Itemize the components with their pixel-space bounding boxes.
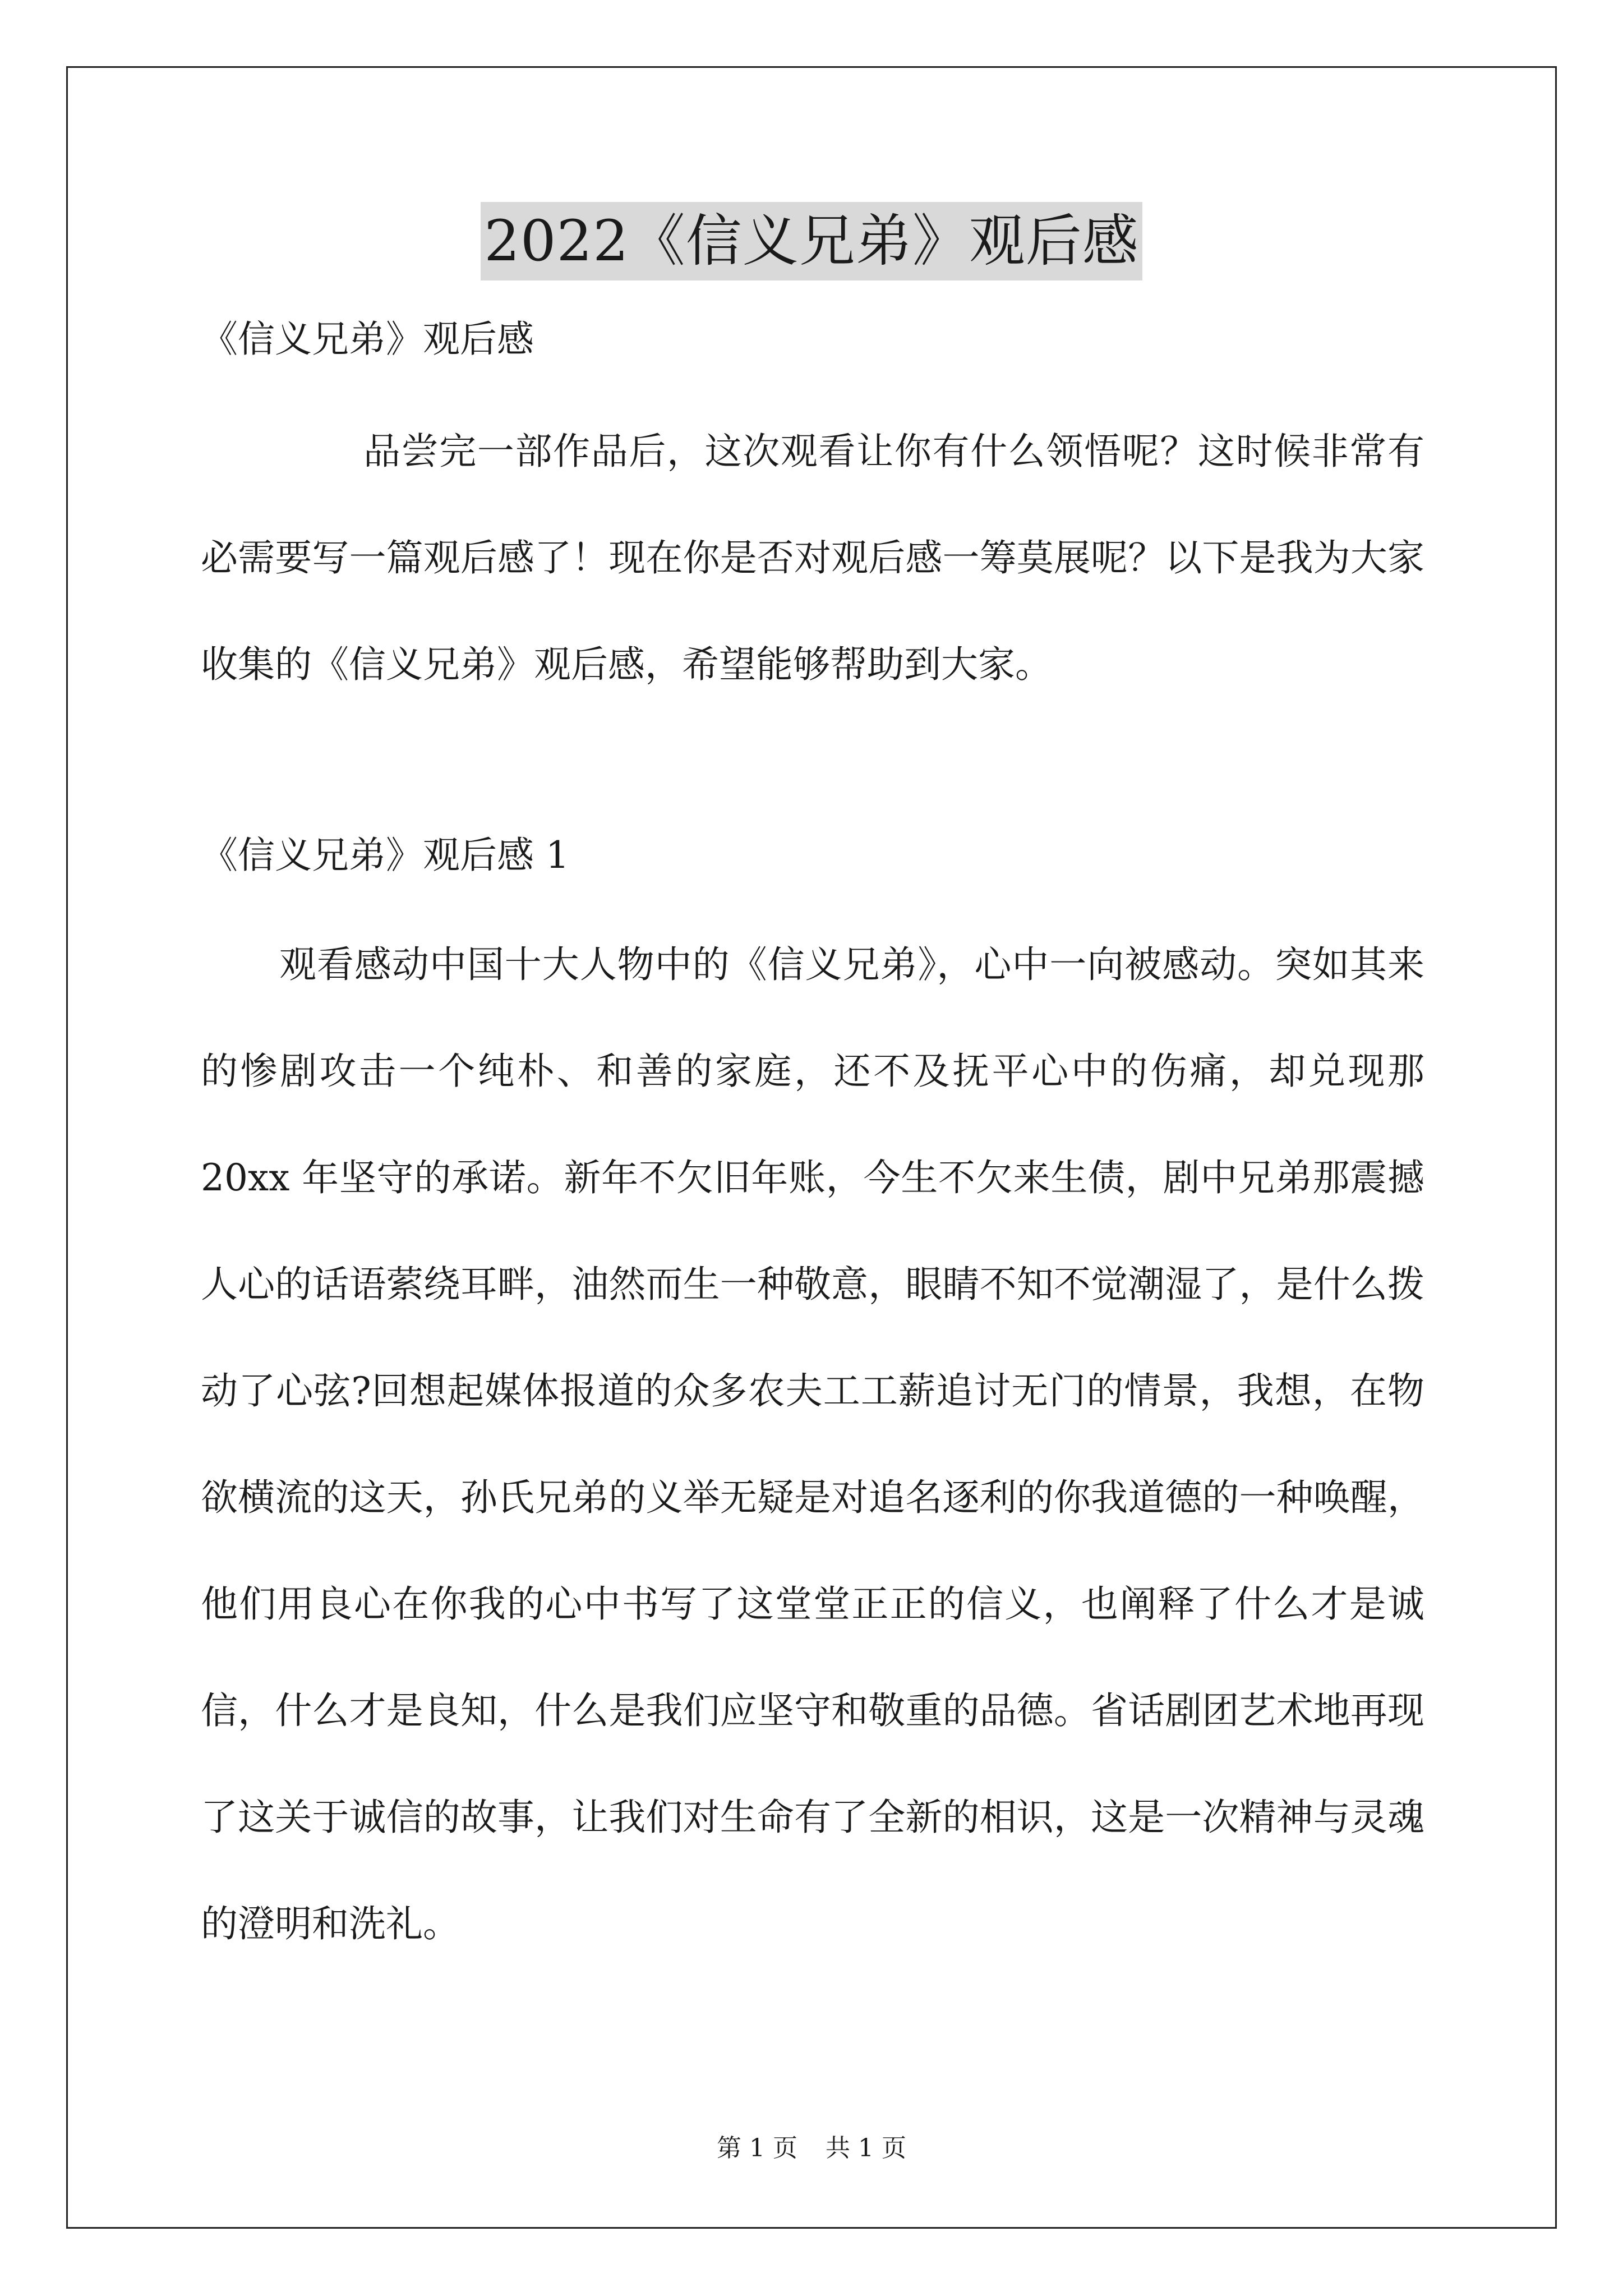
document-body [201, 309, 1424, 1977]
document-title: 2022《信义兄弟》观后感 [481, 202, 1142, 280]
page-total: 共 1 页 [826, 2134, 906, 2162]
page-number: 第 1 页 [717, 2134, 797, 2162]
body-paragraph: 观看感动中国十大人物中的《信义兄弟》，心中一向被感动。突如其来的惨剧攻击一个纯朴、和善的家庭，还不及抚平心中的伤痛，却兑现那 20xx 年坚守的承诺。新年不欠旧年账，今生不欠来生债，剧中兄弟那震撼人心的话语萦绕耳畔，油然而生一种敬意，眼睛不知不觉潮湿了，是什么拨动了心弦?回想起媒体报道的众多农夫工工薪追讨无门的情景，我想，在物欲横流的这天，孙氏兄弟的义举无疑是对追名逐利的你我道德的一种唤醒，他们用良心在你我的心中书写了这堂堂正正的信义，也阐释了什么才是诚信，什么才是良知，什么是我们应坚守和敬重的品德。省话剧团艺术地再现了这关于诚信的故事，让我们对生命有了全新的相识，这是一次精神与灵魂的澄明和洗礼。 [201, 943, 1424, 1945]
page-footer [0, 2132, 1623, 2165]
document-subtitle: 《信义兄弟》观后感 [201, 318, 534, 361]
intro-paragraph: 品尝完一部作品后，这次观看让你有什么领悟呢？这时候非常有必需要写一篇观后感了！现在你是否对观后感一筹莫展呢？以下是我为大家收集的《信义兄弟》观后感，希望能够帮助到大家。 [201, 430, 1424, 686]
section-heading: 《信义兄弟》观后感 1 [201, 834, 569, 877]
title-wrapper [0, 202, 1623, 280]
